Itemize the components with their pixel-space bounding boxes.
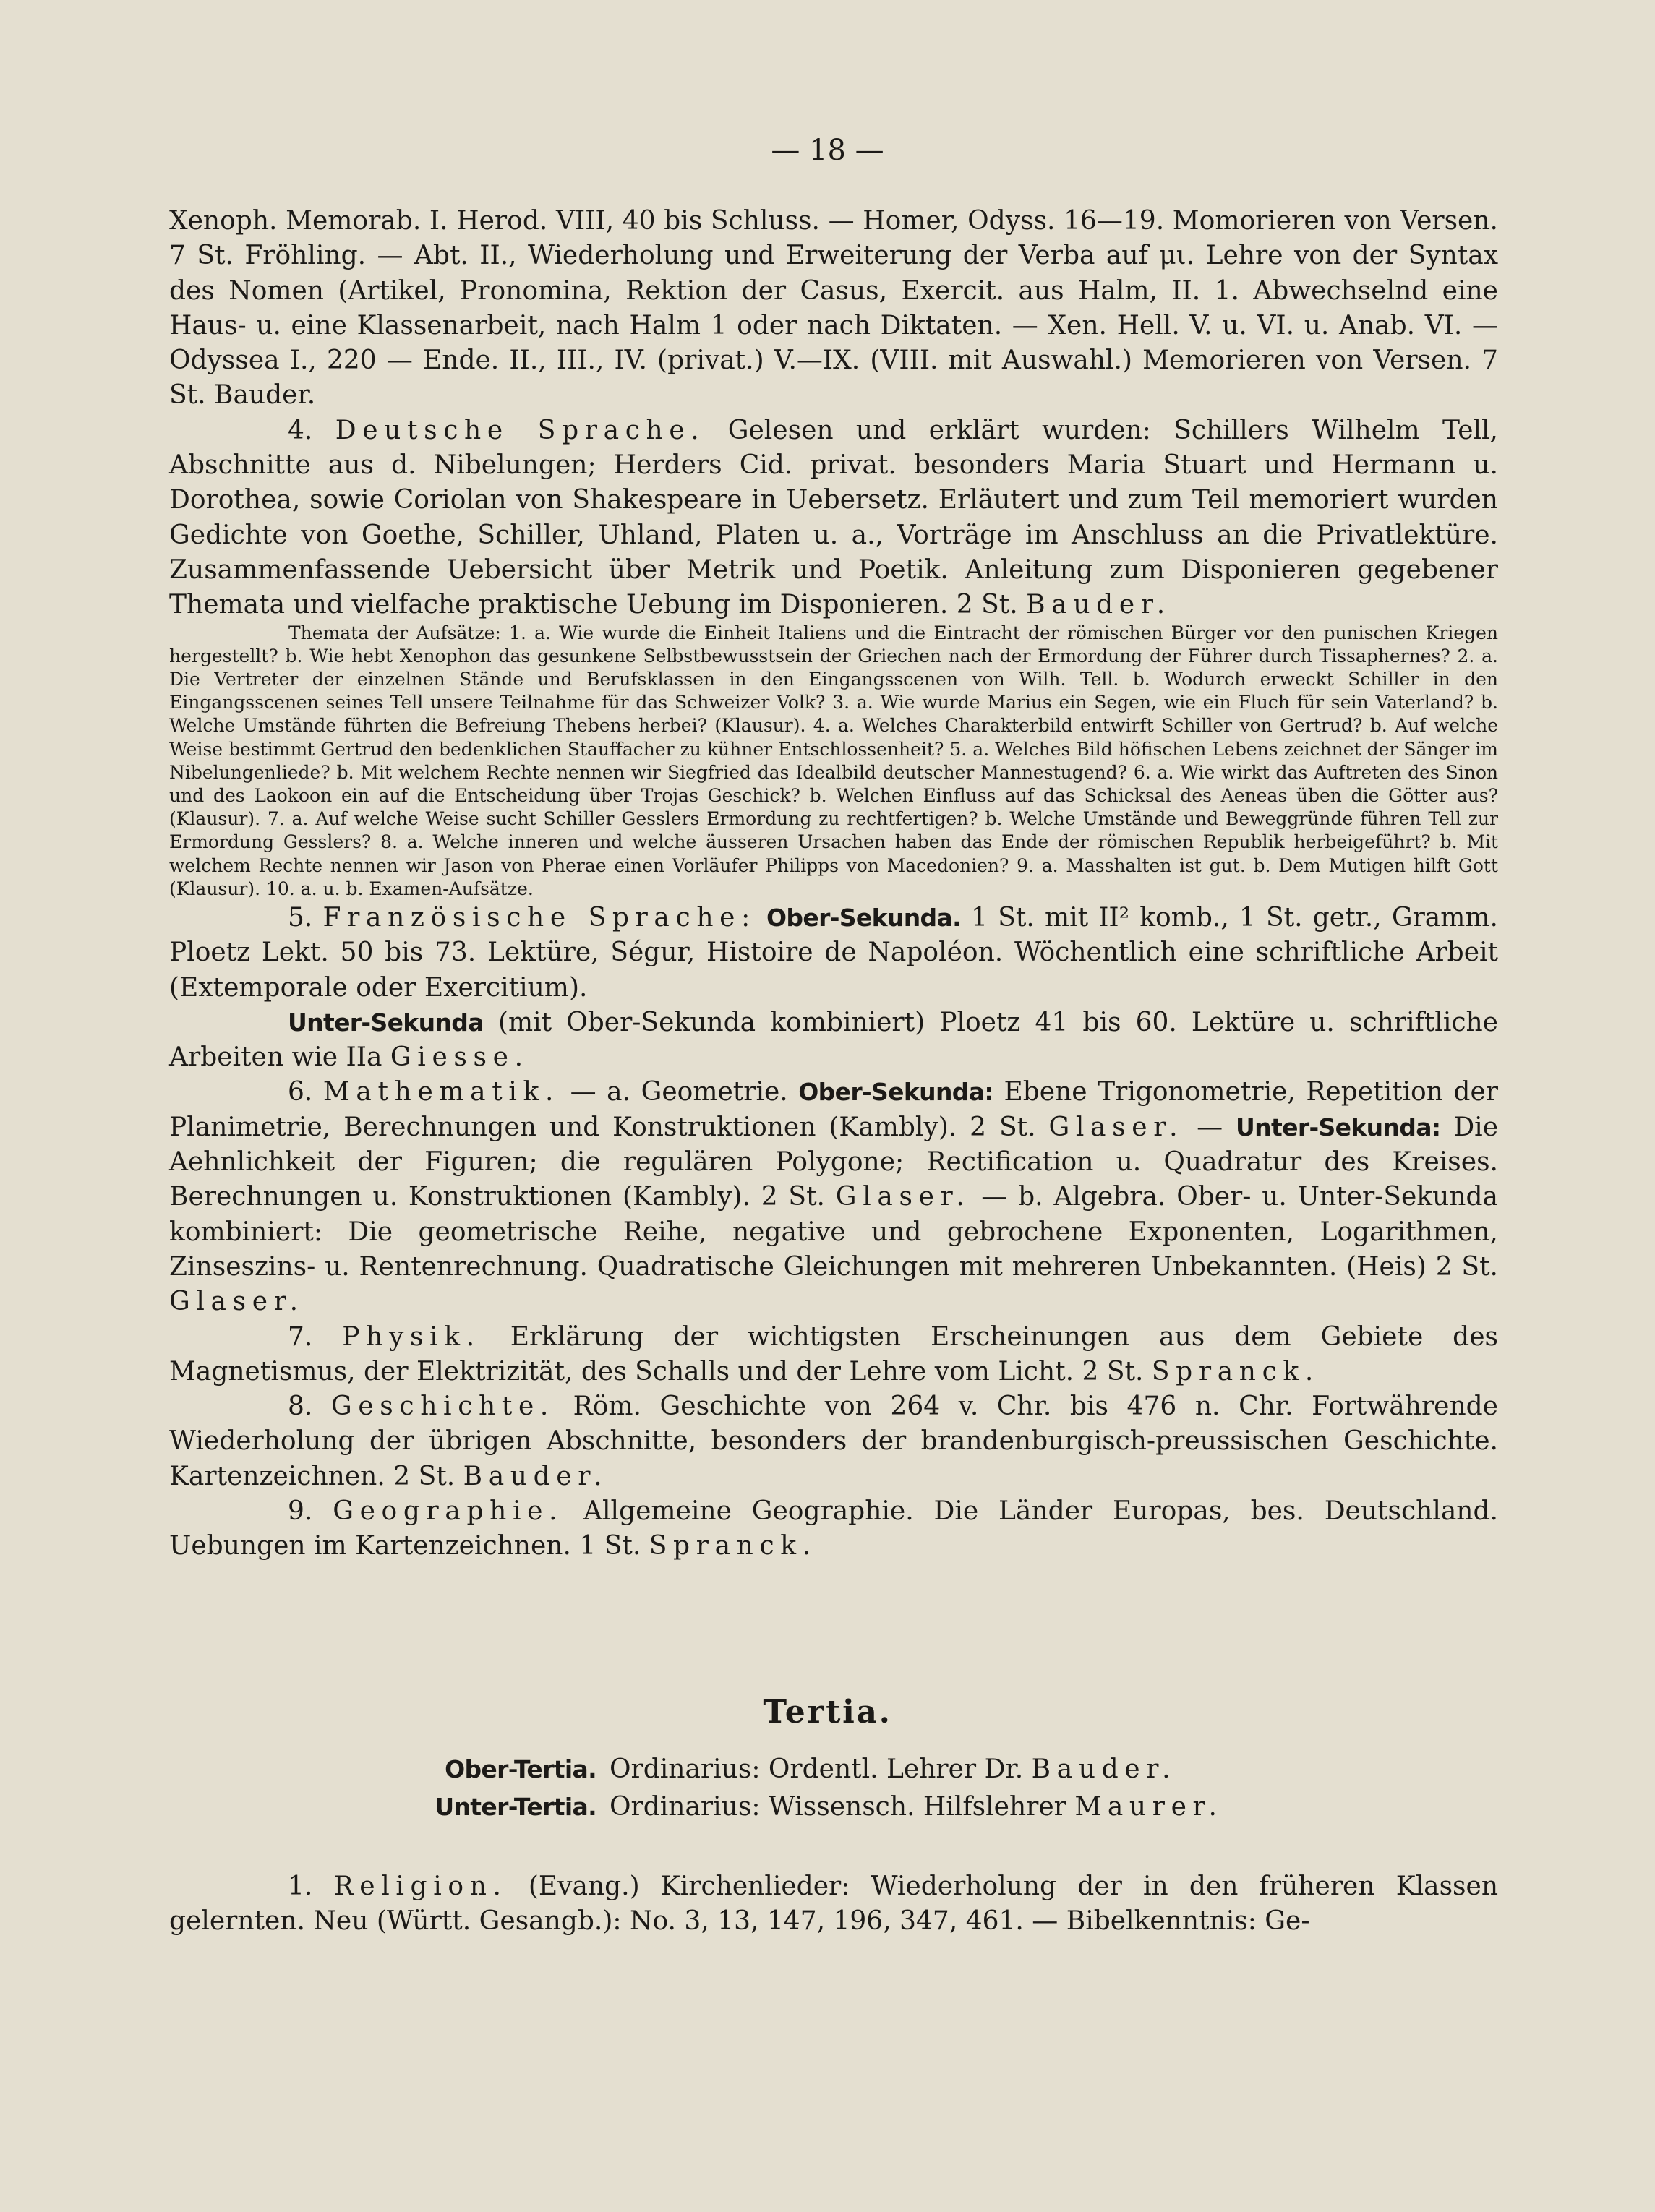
class-label: Ober-Tertia. [445, 1755, 596, 1783]
teacher-name: Bauder. [1026, 590, 1171, 620]
class-label: Ober-Sekunda: [798, 1078, 993, 1107]
teacher-name: Bauder. [463, 1461, 609, 1491]
section-franzoesisch: 5. Französische Sprache: Ober-Sekunda. 1 St. mit II² komb., 1 St. getr., Gramm. Ploetz Lekt. 50 bis 73. Lektüre, Ségur, Histoire de Napoléon. Wöchentlich eine schriftliche Arbeit (Extemporale oder Exercitium). [169, 903, 1498, 1003]
teacher-name: Maurer. [1074, 1792, 1223, 1822]
class-label: Unter-Sekunda [288, 1008, 484, 1037]
teacher-name: Spranck. [649, 1531, 817, 1561]
section-geographie: 9. Geographie. Allgemeine Geographie. Die Länder Europas, bes. Deutschland. Uebungen im Kartenzeichnen. 1 St. Spranck. [169, 1496, 1498, 1561]
section-title-geographie: Geographie. [333, 1496, 564, 1527]
section-title-franzoesisch: Französische Sprache: [322, 903, 756, 933]
section-physik: 7. Physik. Erklärung der wichtigsten Erscheinungen aus dem Gebiete des Magnetismus, der Elektrizität, des Schalls und der Lehre vom Licht. 2 St. Spranck. [169, 1321, 1498, 1386]
section-title-religion: Religion. [333, 1872, 508, 1901]
ordinarius-block [390, 1751, 1475, 1826]
page-number: — 18 — [771, 134, 884, 167]
class-label: Unter-Tertia. [435, 1793, 596, 1821]
section-title-physik: Physik. [342, 1321, 481, 1352]
greek-continuation: Xenoph. Memorab. I. Herod. VIII, 40 bis Schluss. — Homer, Odyss. 16—19. Momorieren von Versen. 7 St. Fröhling. — Abt. II., Wiederholung und Erweiterung der Verba auf μι. Lehre von der Syntax des Nomen (Artikel, Pronomina, Rektion der Casus, Exercit. aus Halm, II. 1. Abwechselnd eine Haus- u. eine Klassenarbeit, nach Halm 1 oder nach Diktaten. — Xen. Hell. V. u. VI. u. Anab. VI. — Odyssea I., 220 — Ende. II., III., IV. (privat.) V.—IX. (VIII. mit Auswahl.) Memorieren von Versen. 7 St. Bauder. [169, 206, 1498, 411]
section-title-geschichte: Geschichte. [330, 1392, 555, 1422]
section-title-deutsch: Deutsche Sprache. [335, 415, 706, 445]
class-label: Unter-Sekunda: [1236, 1113, 1441, 1141]
section-heading-tertia: Tertia. [763, 1694, 892, 1731]
section-deutsch: 4. Deutsche Sprache. Gelesen und erklärt wurden: Schillers Wilhelm Tell, Abschnitte aus d. Nibelungen; Herders Cid. privat. besonders Maria Stuart und Hermann u. Dorothea, sowie Coriolan von Shakespeare in Uebersetz. Erläutert und zum Teil memoriert wurden Gedichte von Goethe, Schiller, Uhland, Platen u. a., Vorträge im Anschluss an die Privatlektüre. Zusammenfassende Uebersicht über Metrik und Poetik. Anleitung zum Disponieren gegebener Themata und vielfache praktische Uebung im Disponieren. 2 St. Bauder. [169, 415, 1499, 620]
teacher-name: Bauder. [1031, 1754, 1177, 1784]
ordinarius-ober-tertia: Ober-Tertia. Ordinarius: Ordentl. Lehrer Dr. Bauder. [390, 1751, 1475, 1788]
section-title-mathematik: Mathematik. [322, 1077, 560, 1107]
section-geschichte: 8. Geschichte. Röm. Geschichte von 264 v. Chr. bis 476 n. Chr. Fortwährende Wiederholung der übrigen Abschnitte, besonders der brandenburgisch-preussischen Geschichte. Kartenzeichnen. 2 St. Bauder. [169, 1392, 1498, 1491]
teacher-name: Glaser. [169, 1287, 304, 1317]
teacher-name: Glaser. [835, 1182, 971, 1212]
aufsatz-themata: Themata der Aufsätze: 1. a. Wie wurde die Einheit Italiens und die Eintracht der römischen Bürger vor den punischen Kriegen hergestellt? b. Wie hebt Xenophon das gesunkene Selbstbewusstsein der Griechen nach der Ermordung der Führer durch Tissaphernes? 2. a. Die Vertreter der einzelnen Stände und Berufsklassen in den Eingangsscenen von Wilh. Tell. b. Wodurch erweckt Schiller in den Eingangsscenen seines Tell unsere Teilnahme für das Schweizer Volk? 3. a. Wie wurde Marius ein Segen, wie ein Fluch für sein Vaterland? b. Welche Umstände führten die Befreiung Thebens herbei? (Klausur). 4. a. Welches Charakterbild entwirft Schiller von Gertrud? b. Auf welche Weise bestimmt Gertrud den bedenklichen Stauffacher zu kühner Entschlossenheit? 5. a. Welches Bild höfischen Lebens zeichnet der Sänger im Nibelungenliede? b. Mit welchem Rechte nennen wir Siegfried das Idealbild deutscher Mannestugend? 6. a. Wie wirkt das Auftreten des Sinon und des Laokoon ein auf die Entscheidung über Trojas Geschick? b. Welchen Einfluss auf das Schicksal des Aeneas üben die Götter aus? (Klausur). 7. a. Auf welche Weise sucht Schiller Gesslers Ermordung zu rechtfertigen? b. Welche Umstände und Beweggründe führen Tell zur Ermordung Gesslers? 8. a. Welche inneren und welche äusseren Ursachen haben das Ende der römischen Republik herbeigeführt? b. Mit welchem Rechte nennen wir Jason von Pherae einen Vorläufer Philipps von Macedonien? 9. a. Masshalten ist gut. b. Dem Mutigen hilft Gott (Klausur). 10. a. u. b. Examen-Aufsätze. [169, 622, 1498, 899]
teacher-name: Giesse. [390, 1042, 529, 1073]
ordinarius-unter-tertia: Unter-Tertia. Ordinarius: Wissensch. Hilfslehrer Maurer. [390, 1788, 1475, 1826]
class-label: Ober-Sekunda. [766, 904, 961, 932]
section-religion: 1. Religion. (Evang.) Kirchenlieder: Wiederholung der in den früheren Klassen gelernten. Neu (Württ. Gesangb.): No. 3, 13, 147, 196, 347, 461. — Bibelkenntnis: Ge- [169, 1872, 1499, 1937]
main-text [169, 204, 1498, 1564]
section-mathematik: 6. Mathematik. — a. Geometrie. Ober-Sekunda: Ebene Trigonometrie, Repetition der Planimetrie, Berechnungen und Konstruktionen (Kambly). 2 St. Glaser. — Unter-Sekunda: Die Aehnlichkeit der Figuren; die regulären Polygone; Rectification u. Quadratur des Kreises. Berechnungen u. Konstruktionen (Kambly). 2 St. Glaser. — b. Algebra. Ober- u. Unter-Sekunda kombiniert: Die geometrische Reihe, negative und gebrochene Exponenten, Logarithmen, Zinseszins- u. Rentenrechnung. Quadratische Gleichungen mit mehreren Unbekannten. (Heis) 2 St. Glaser. [169, 1077, 1498, 1317]
teacher-name: Spranck. [1151, 1356, 1320, 1386]
tertia-text [169, 1869, 1498, 1939]
franz-unter-sekunda: Unter-Sekunda (mit Ober-Sekunda kombiniert) Ploetz 41 bis 60. Lektüre u. schriftliche Arbeiten wie IIa Giesse. [169, 1007, 1498, 1073]
teacher-name: Glaser. [1048, 1112, 1184, 1142]
